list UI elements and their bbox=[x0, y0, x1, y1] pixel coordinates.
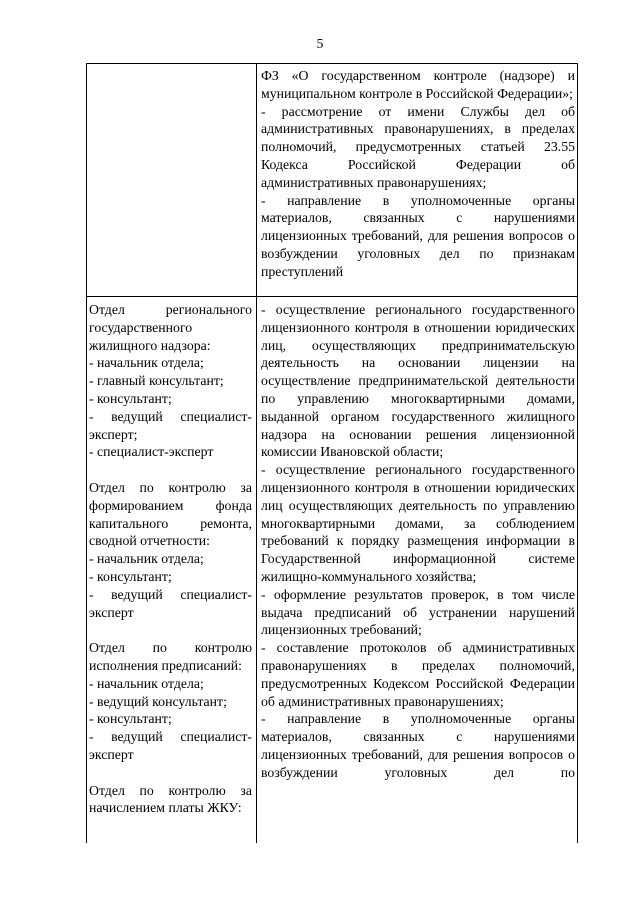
position-item: - начальник отдела; bbox=[89, 551, 204, 567]
row1-paragraph: - направление в уполномоченные органы материалов, связанных с нарушениями лицензионных требований, для решения вопросов о возбуждении уголовных дел по признакам преступлений bbox=[261, 192, 575, 279]
row1-paragraph: - рассмотрение от имени Службы дел об административных правонарушениях, в пределах полномочий, предусмотренных статьей 23.55 Кодекса Российской Федерации об административных правонарушениях; bbox=[261, 103, 575, 190]
department-title: Отдел по контролю исполнения предписаний: bbox=[89, 640, 252, 673]
position-item: - консультант; bbox=[89, 568, 172, 584]
duty-paragraph: - осуществление регионального государственного лицензионного контроля в отношении юридических лиц осуществляющих деятельность по управлению многоквартирными домами, за соблюдением требований к порядку размещения информации в Государственной информационной системе жилищно-коммунального хозяйства; bbox=[261, 462, 575, 584]
position-item: - ведущий специалист-эксперт bbox=[89, 729, 252, 762]
page-number: 5 bbox=[316, 36, 324, 51]
column-divider bbox=[256, 63, 257, 843]
department-title: Отдел по контролю за начислением платы ЖКУ: bbox=[89, 782, 252, 816]
position-item: - специалист-эксперт bbox=[89, 444, 214, 460]
position-item: - начальник отдела; bbox=[89, 355, 204, 371]
position-item: - консультант; bbox=[89, 711, 172, 727]
position-item: - консультант; bbox=[89, 390, 172, 406]
row2-right-cell bbox=[261, 301, 575, 782]
department-title: Отдел регионального государственного жилищного надзора: bbox=[89, 302, 252, 353]
position-item: - главный консультант; bbox=[89, 373, 224, 389]
duty-paragraph: - составление протоколов об административных правонарушениях в пределах полномочий, предусмотренных Кодексом Российской Федерации об административных правонарушениях; bbox=[261, 640, 575, 709]
row1-right-cell bbox=[261, 67, 575, 281]
position-item: - ведущий специалист-эксперт; bbox=[89, 408, 252, 442]
position-item: - ведущий консультант; bbox=[89, 693, 227, 709]
department-title: Отдел по контролю за формированием фонда капитального ремонта, сводной отчетности: bbox=[89, 479, 252, 549]
row-divider bbox=[86, 296, 578, 297]
row1-paragraph: ФЗ «О государственном контроле (надзоре) и муниципальном контроле в Российской Федерации»; bbox=[261, 68, 575, 101]
position-item: - ведущий специалист-эксперт bbox=[89, 586, 252, 620]
duty-paragraph: - оформление результатов проверок, в том числе выдача предписаний об устранении нарушений лицензионных требований; bbox=[261, 586, 575, 638]
duty-paragraph: - осуществление регионального государственного лицензионного контроля в отношении юридических лиц, осуществляющих предпринимательскую деятельность на основании лицензии на осуществление предпринимательской деятельности по управлению многоквартирными домами, выданной органом государственного жилищного надзора на основании решения лицензионной комиссии Ивановской области; bbox=[261, 302, 575, 460]
row2-left-cell bbox=[89, 301, 252, 817]
duty-paragraph: - направление в уполномоченные органы материалов, связанных с нарушениями лицензионных требований, для решения вопросов о возбуждении уголовных дел по bbox=[261, 711, 575, 780]
position-item: - начальник отдела; bbox=[89, 675, 204, 691]
